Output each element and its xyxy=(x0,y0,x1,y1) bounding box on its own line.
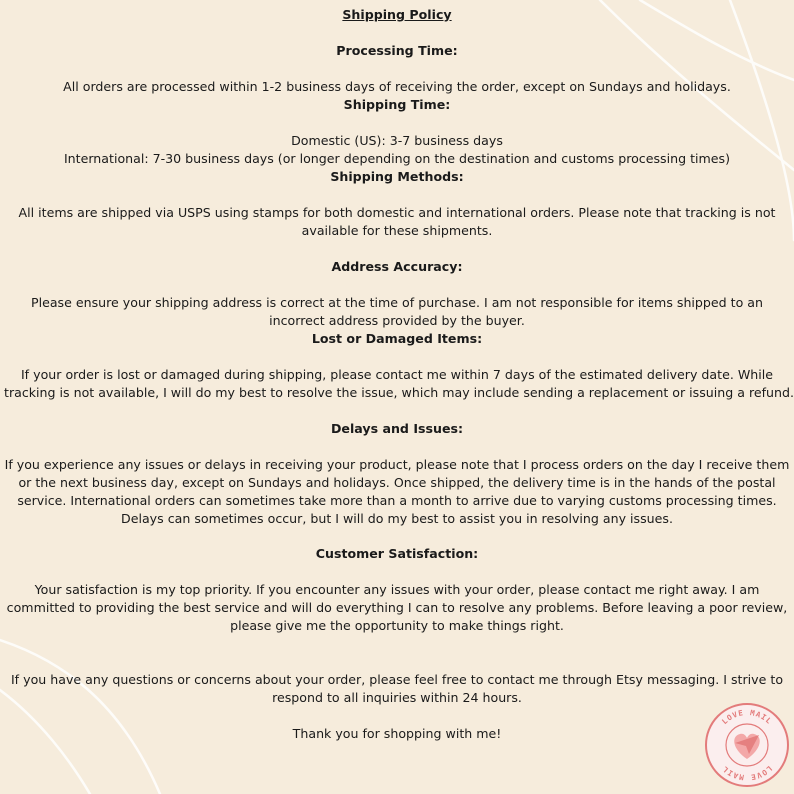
satisfaction-line-2: committed to providing the best service and will do everything I can to resolve any problems. Before leaving a poor review, xyxy=(6,600,788,615)
shipping-methods-line-2: available for these shipments. xyxy=(301,223,493,238)
satisfaction-line-1: Your satisfaction is my top priority. If you encounter any issues with your order, please contact me right away. I am xyxy=(34,582,760,597)
delays-line-1: If you experience any issues or delays in receiving your product, please note that I process orders on the day I receive them xyxy=(4,457,790,472)
delays-line-3: service. International orders can sometimes take more than a month to arrive due to varying customs processing times. xyxy=(17,493,777,508)
shipping-time-line-1: Domestic (US): 3-7 business days xyxy=(291,133,503,148)
contact-line-1: If you have any questions or concerns about your order, please feel free to contact me through Etsy messaging. I strive to xyxy=(10,672,784,687)
shipping-methods-line-1: All items are shipped via USPS using stamps for both domestic and international orders. Please note that tracking is not xyxy=(18,205,776,220)
closing-line: Thank you for shopping with me! xyxy=(292,726,502,741)
lost-line-1: If your order is lost or damaged during shipping, please contact me within 7 days of the estimated delivery date. While xyxy=(20,367,774,382)
lost-line-2: tracking is not available, I will do my best to resolve the issue, which may include sending a replacement or issuing a refund. xyxy=(4,385,794,400)
section-heading-processing: Processing Time: xyxy=(336,43,458,58)
contact-line-2: respond to all inquiries within 24 hours. xyxy=(272,690,522,705)
section-heading-shipping-time: Shipping Time: xyxy=(343,97,451,112)
satisfaction-line-3: please give me the opportunity to make things right. xyxy=(230,618,564,633)
section-heading-satisfaction: Customer Satisfaction: xyxy=(315,546,479,561)
address-line-2: incorrect address provided by the buyer. xyxy=(269,313,525,328)
delays-line-2: or the next business day, except on Sundays and holidays. Once shipped, the delivery time is in the hands of the postal xyxy=(18,475,776,490)
processing-line-1: All orders are processed within 1-2 business days of receiving the order, except on Sundays and holidays. xyxy=(63,79,731,94)
logo-text-bottom: LOVE MAIL xyxy=(720,763,774,782)
delays-line-4: Delays can sometimes occur, but I will do my best to assist you in resolving any issues. xyxy=(121,511,673,526)
address-line-1: Please ensure your shipping address is correct at the time of purchase. I am not responsible for items shipped to an xyxy=(31,295,763,310)
section-heading-address-accuracy: Address Accuracy: xyxy=(331,259,463,274)
section-heading-shipping-methods: Shipping Methods: xyxy=(330,169,464,184)
page-title: Shipping Policy xyxy=(342,7,452,22)
section-heading-lost-damaged: Lost or Damaged Items: xyxy=(311,331,483,346)
shipping-time-line-2: International: 7-30 business days (or longer depending on the destination and customs processing times) xyxy=(63,151,731,166)
love-mail-logo xyxy=(704,702,790,788)
section-heading-delays: Delays and Issues: xyxy=(330,421,464,436)
logo-text-top: LOVE MAIL xyxy=(720,708,774,727)
